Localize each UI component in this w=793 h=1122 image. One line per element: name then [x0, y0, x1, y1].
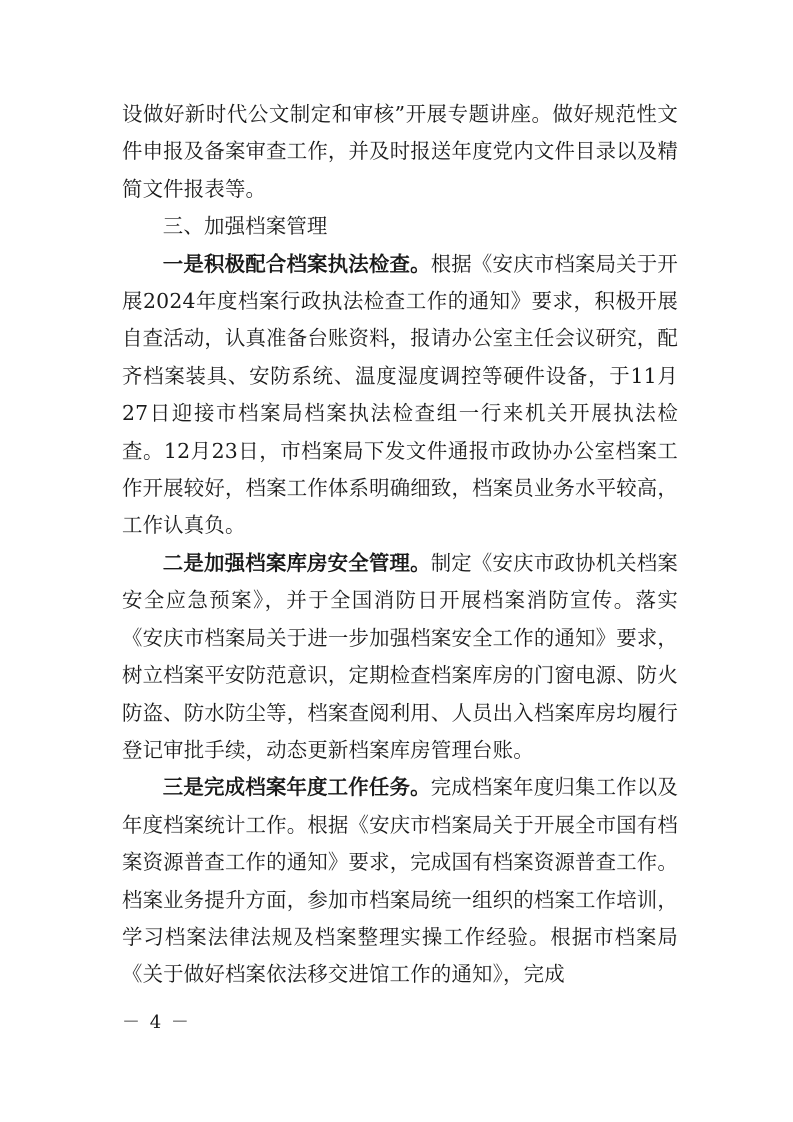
intro-paragraph: 设做好新时代公文制定和审核”开展专题讲座。做好规范性文件申报及备案审查工作，并及时报送年度党内文件目录以及精简文件报表等。	[122, 102, 678, 201]
paragraph-2-lead: 二是加强档案库房安全管理。	[162, 550, 431, 575]
page-number: － 4 －	[122, 1012, 191, 1033]
document-body	[122, 96, 678, 994]
paragraph-2-body: 制定《安庆市政协机关档案安全应急预案》，并于全国消防日开展档案消防宣传。落实《安庆市档案局关于进一步加强档案安全工作的通知》要求，树立档案平安防范意识，定期检查档案库房的门窗电源、防火防盗、防水防尘等，档案查阅利用、人员出入档案库房均履行登记审批手续，动态更新档案库房管理台账。	[122, 550, 678, 762]
paragraph-1-lead: 一是积极配合档案执法检查。	[162, 251, 431, 276]
paragraph-2	[122, 545, 678, 769]
paragraph-3-lead: 三是完成档案年度工作任务。	[162, 775, 431, 800]
paragraph-1-body: 根据《安庆市档案局关于开展2024年度档案行政执法检查工作的通知》要求，积极开展自查活动，认真准备台账资料，报请办公室主任会议研究，配齐档案装具、安防系统、温度湿度调控等硬件设备，于11月27日迎接市档案局档案执法检查组一行来机关开展执法检查。12月23日，市档案局下发文件通报市政协办公室档案工作开展较好，档案工作体系明确细致，档案员业务水平较高，工作认真负。	[122, 251, 678, 538]
paragraph-1	[122, 246, 678, 545]
paragraph-3	[122, 769, 678, 993]
section-heading: 三、加强档案管理	[162, 214, 328, 239]
paragraph-3-body: 完成档案年度归集工作以及年度档案统计工作。根据《安庆市档案局关于开展全市国有档案资源普查工作的通知》要求，完成国有档案资源普查工作。档案业务提升方面，参加市档案局统一组织的档案工作培训，学习档案法律法规及档案整理实操工作经验。根据市档案局《关于做好档案依法移交进馆工作的通知》，完成	[122, 775, 678, 987]
